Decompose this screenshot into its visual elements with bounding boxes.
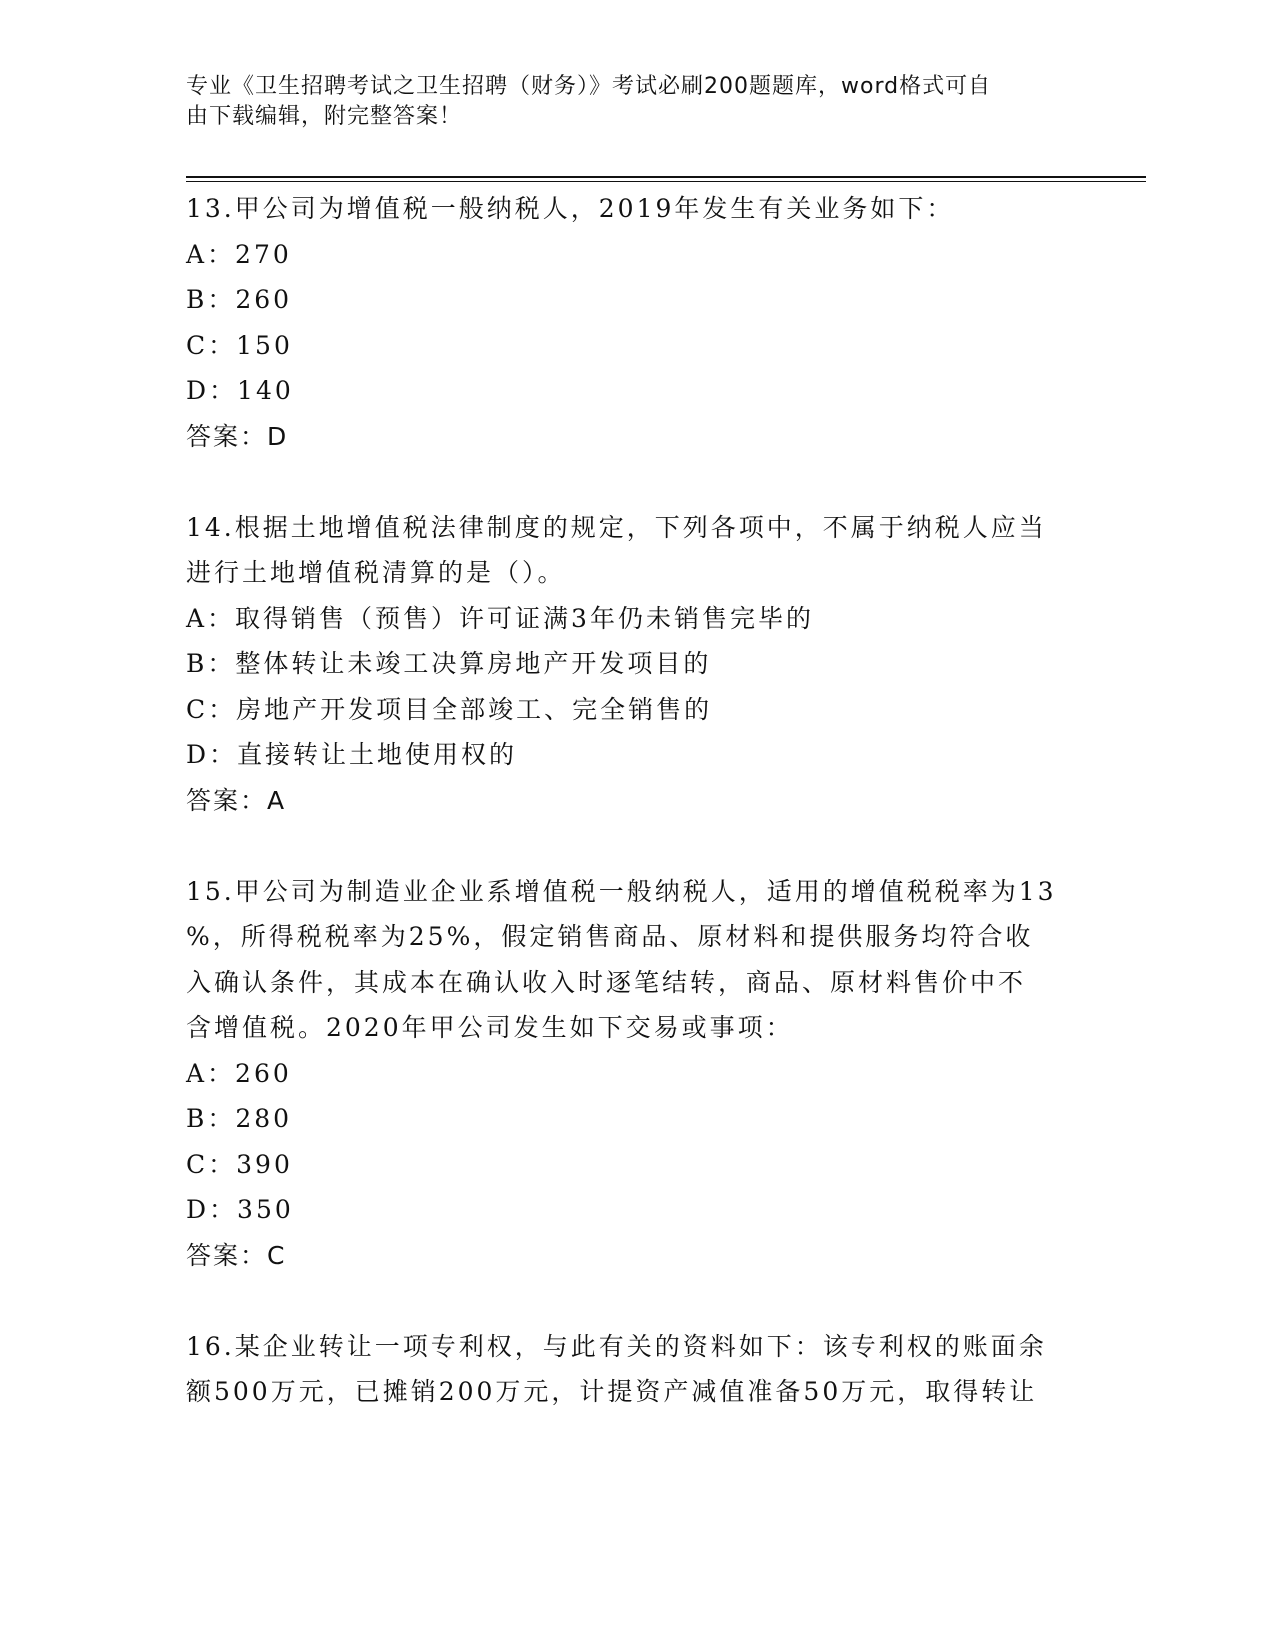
spacer (186, 1278, 1086, 1324)
spacer (186, 823, 1086, 869)
question-stem-line: 14.根据土地增值税法律制度的规定，下列各项中，不属于纳税人应当 (186, 512, 1047, 542)
option-c: C：390 (186, 1149, 293, 1179)
question-16 (186, 1324, 1086, 1415)
header-line-2: 由下载编辑，附完整答案！ (186, 104, 463, 129)
option-b: B：280 (186, 1104, 293, 1133)
option-b: B：整体转让未竣工决算房地产开发项目的 (186, 649, 712, 678)
spacer (186, 459, 1086, 505)
question-stem-line: 含增值税。2020年甲公司发生如下交易或事项： (186, 1013, 794, 1042)
question-15 (186, 869, 1086, 1279)
option-c: C：150 (186, 330, 293, 360)
question-13 (186, 186, 1086, 459)
question-stem-line: 入确认条件，其成本在确认收入时逐笔结转，商品、原材料售价中不 (186, 967, 1027, 997)
question-stem-line: 进行土地增值税清算的是（）。 (186, 558, 566, 587)
question-stem-line: 额500万元，已摊销200万元，计提资产减值准备50万元，取得转让 (186, 1377, 1038, 1406)
header-line-1: 专业《卫生招聘考试之卫生招聘（财务）》考试必刷200题题库，word格式可自 (186, 74, 992, 99)
option-b: B：260 (186, 285, 293, 314)
question-list (186, 186, 1086, 1415)
question-14 (186, 505, 1086, 824)
answer-label: 答案：A (186, 785, 287, 815)
question-stem-line: 16.某企业转让一项专利权，与此有关的资料如下：该专利权的账面余 (186, 1331, 1047, 1361)
option-d: D：350 (186, 1195, 294, 1224)
option-d: D：直接转让土地使用权的 (186, 740, 518, 769)
option-d: D：140 (186, 376, 294, 405)
option-a: A：270 (186, 239, 292, 269)
option-a: A：取得销售（预售）许可证满3年仍未销售完毕的 (186, 603, 814, 633)
option-a: A：260 (186, 1058, 292, 1088)
answer-label: 答案：C (186, 1240, 287, 1270)
header-divider-thin (186, 181, 1146, 182)
question-stem-line: 13.甲公司为增值税一般纳税人，2019年发生有关业务如下： (186, 194, 955, 223)
question-stem-line: 15.甲公司为制造业企业系增值税一般纳税人，适用的增值税税率为13 (186, 876, 1057, 906)
header-divider-thick (186, 176, 1146, 178)
document-header (186, 72, 1066, 132)
answer-label: 答案：D (186, 421, 289, 451)
option-c: C：房地产开发项目全部竣工、完全销售的 (186, 694, 713, 724)
question-stem-line: %，所得税税率为25%，假定销售商品、原材料和提供服务均符合收 (186, 922, 1034, 951)
